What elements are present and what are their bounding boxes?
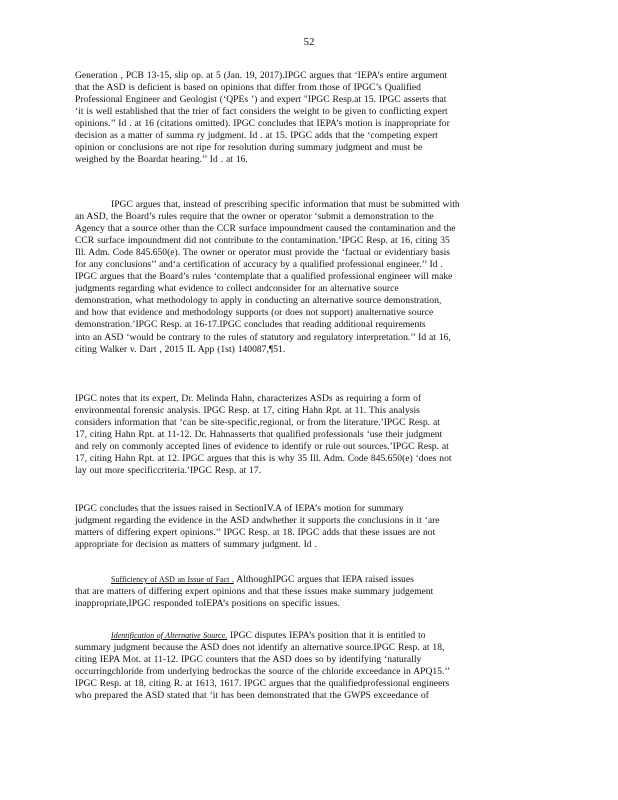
text-line: environmental forensic analysis. IPGC Resp. at 17, citing Hahn Rpt. at 11. This analysis	[75, 405, 420, 417]
text-line: Ill. Adm. Code 845.650(e). The owner or operator must provide the ‘factual or evidentiary basis	[75, 247, 451, 259]
paragraph-4	[75, 503, 540, 551]
text-line: lay out more specificcriteria.’IPGC Resp. at 17.	[75, 465, 262, 477]
text-line: IPGC notes that its expert, Dr. Melinda Hahn, characterizes ASDs as requiring a form of	[75, 393, 422, 404]
text-run: IPGC disputes IEPA’s position that it is entitled to	[227, 630, 426, 641]
text-line: who prepared the ASD stated that ‘it has been demonstrated that the GWPS exceedance of	[75, 690, 429, 702]
text-line: judgments regarding what evidence to collect andconsider for an alternative source	[75, 283, 399, 295]
text-line: into an ASD ‘would be contrary to the rules of statutory and regulatory interpretation.’’ Id at 16,	[75, 331, 451, 343]
section-heading: Sufficiency of ASD an Issue of Fact .	[111, 575, 234, 584]
text-line: Professional Engineer and Geologist (‘QPEs ’) and expert "IPGC Resp.at 15. IPGC asserts that	[75, 94, 447, 106]
text-line: inappropriate,IPGC responded toIEPA’s positions on specific issues.	[75, 598, 340, 610]
text-line: and rely on commonly accepted lines of evidence to identify or rule out sources.’IPGC Resp. at	[75, 441, 449, 453]
text-line: that the ASD is deficient is based on opinions that differ from those of IPGC’s Qualified	[75, 82, 421, 94]
text-line: opinions.’’ Id . at 16 (citations omitted). IPGC concludes that IEPA’s motion is inappropriate for	[75, 118, 450, 130]
paragraph-6	[75, 630, 540, 702]
text-line: opinion or conclusions are not ripe for resolution during summary judgment and must be	[75, 142, 423, 154]
text-line	[75, 574, 540, 586]
text-line: occurringchloride from underlying bedrockas the source of the chloride exceedance in APQ15.’’	[75, 666, 451, 678]
text-line: Generation , PCB 13-15, slip op. at 5 (Jan. 19, 2017).IPGC argues that ‘IEPA’s entire argument	[75, 70, 448, 81]
text-line: IPGC argues that the Board’s rules ‘contemplate that a qualified professional engineer will make	[75, 271, 453, 283]
text-line: matters of differing expert opinions.’’ IPGC Resp. at 18. IPGC adds that these issues are not	[75, 527, 436, 539]
text-line: IPGC Resp. at 18, citing R. at 1613, 1617. IPGC argues that the qualifiedprofessional engineers	[75, 678, 450, 690]
paragraph-2	[75, 199, 540, 356]
text-line: demonstration.’IPGC Resp. at 16-17.IPGC concludes that reading additional requirements	[75, 319, 426, 331]
text-line: demonstration, what methodology to apply in conducting an alternative source demonstration,	[75, 295, 442, 307]
text-line: citing IEPA Mot. at 11-12. IPGC counters that the ASD does so by identifying ‘naturally	[75, 654, 422, 666]
text-line: judgment regarding the evidence in the ASD andwhether it supports the conclusions in it ‘are	[75, 515, 440, 527]
text-line: ‘it is well established that the trier of fact considers the weight to be given to conflicting expert	[75, 106, 448, 118]
text-line: IPGC argues that, instead of prescribing specific information that must be submitted with	[111, 199, 460, 210]
text-line: that are matters of differing expert opinions and that these issues make summary judgement	[75, 586, 434, 598]
text-line: 17, citing Hahn Rpt. at 12. IPGC argues that this is why 35 Ill. Adm. Code 845.650(e) ‘does not	[75, 453, 452, 465]
text-line	[75, 630, 540, 642]
paragraph-1	[75, 70, 540, 166]
text-line: IPGC concludes that the issues raised in SectionIV.A of IEPA’s motion for summary	[75, 503, 404, 514]
paragraph-5	[75, 574, 540, 610]
text-line: considers information that ‘can be site-specific,regional, or from the literature.’IPGC Resp. at	[75, 417, 440, 429]
text-run: AlthoughIPGC argues that IEPA raised issues	[233, 574, 414, 585]
text-line: citing Walker v. Dart , 2015 IL App (1st) 140087,¶51.	[75, 343, 286, 355]
text-line: Agency that a source other than the CCR surface impoundment caused the contamination and the	[75, 223, 456, 235]
text-line: appropriate for decision as matters of summary judgment. Id .	[75, 539, 317, 551]
text-line: CCR surface impoundment did not contribute to the contamination.’IPGC Resp. at 16, citing 35	[75, 235, 450, 247]
text-line: summary judgment because the ASD does not identify an alternative source.IPGC Resp. at 18,	[75, 642, 445, 654]
section-heading: Identification of Alternative Source.	[111, 631, 228, 640]
text-line: decision as a matter of summa ry judgment. Id . at 15. IPGC adds that the ‘competing expert	[75, 130, 438, 142]
text-line: weighed by the Boardat hearing.’’ Id . at 16.	[75, 154, 248, 166]
text-line: and how that evidence and methodology supports (or does not support) analternative source	[75, 307, 434, 319]
text-line: 17, citing Hahn Rpt. at 11-12. Dr. Hahnasserts that qualified professionals ‘use their judgment	[75, 429, 443, 441]
text-line: an ASD, the Board’s rules require that the owner or operator ‘submit a demonstration to the	[75, 211, 434, 223]
text-line: for any conclusions’’ and‘a certification of accuracy by a qualified professional engineer.’’ Id .	[75, 259, 443, 271]
page-number: 52	[303, 36, 315, 48]
paragraph-3	[75, 393, 540, 477]
